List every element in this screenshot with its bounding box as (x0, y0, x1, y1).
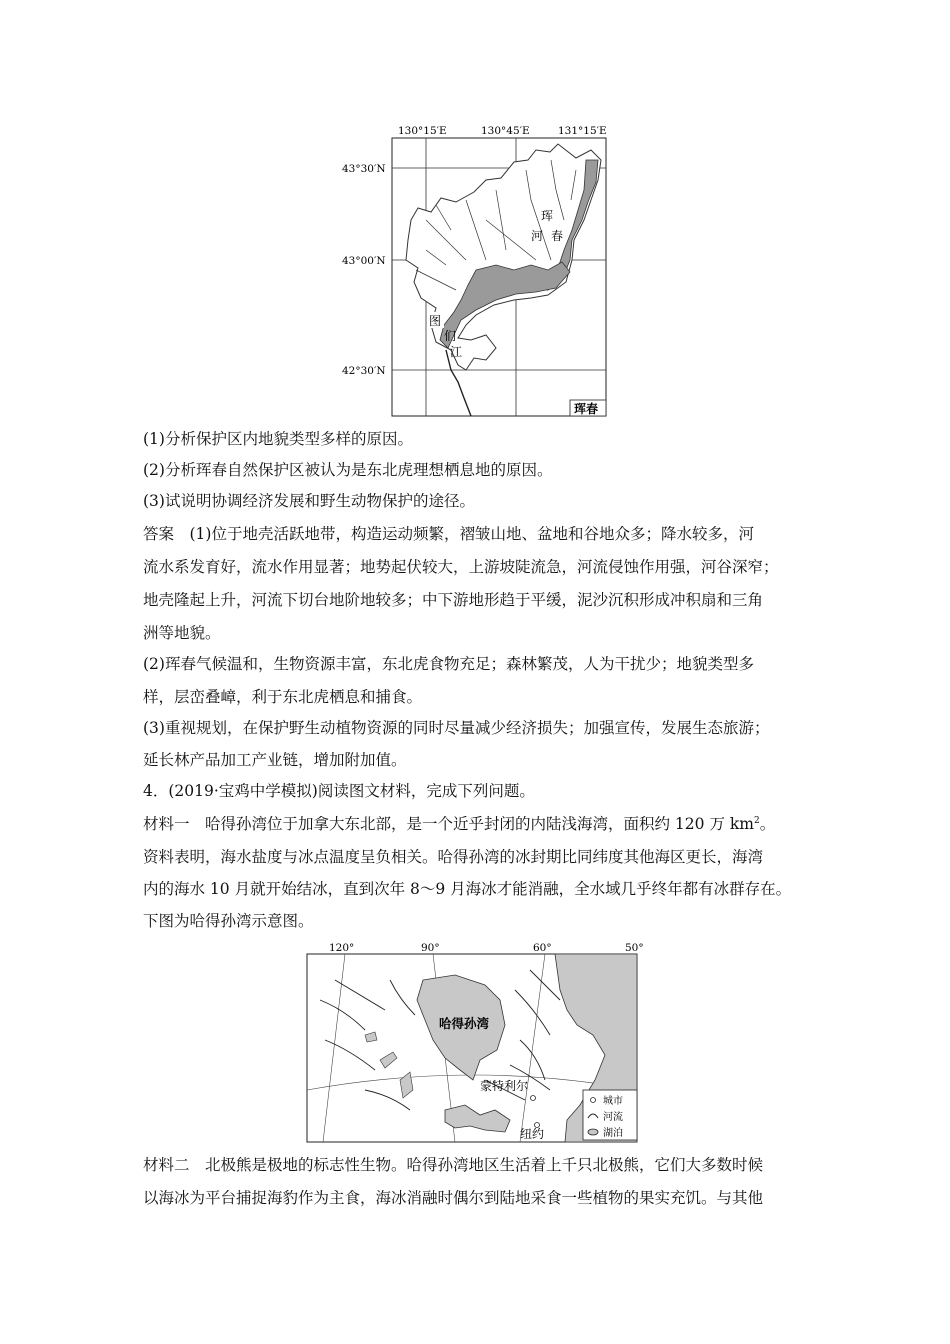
lon-label-3: 131°15′E (558, 125, 607, 137)
area-superscript: 2 (753, 815, 760, 826)
material1-line: 内的海水 10 月就开始结冰，直到次年 8～9 月海冰才能消融，全水域几乎终年都有冰群存在。 (143, 880, 792, 898)
legend-city-label: 城市 (603, 1096, 623, 1107)
lon-label-1: 130°15′E (398, 125, 447, 137)
lat-label-3: 42°30′N (342, 365, 386, 377)
hunchun-river-char-2: 春 (551, 229, 564, 243)
lon-label-60: 60° (533, 942, 552, 954)
answer-line: 洲等地貌。 (143, 624, 221, 642)
montreal-label: 蒙特利尔 (480, 1079, 529, 1093)
material1-line: 资料表明，海水盐度与冰点温度呈负相关。哈得孙湾的冰封期比同纬度其他海区更长，海湾 (143, 848, 764, 866)
material1-text: 材料一 哈得孙湾位于加拿大东北部，是一个近乎封闭的内陆浅海湾，面积约 120 万 km (143, 815, 754, 833)
lon-label-50: 50° (625, 942, 644, 954)
bay-label: 哈得孙湾 (439, 1016, 490, 1031)
lon-label-120: 120° (329, 942, 355, 954)
legend-lake-label: 湖泊 (603, 1128, 623, 1139)
hunchun-map (336, 120, 616, 420)
lon-label-2: 130°45′E (481, 125, 530, 137)
corner-label: 珲春 (574, 402, 599, 416)
tumen-river-char-1: 图 (429, 314, 442, 328)
material2-line: 以海冰为平台捕捉海豹作为主食，海冰消融时偶尔到陆地采食一些植物的果实充饥。与其他 (143, 1189, 764, 1207)
answer-line: (2)珲春气候温和，生物资源丰富，东北虎食物充足；森林繁茂，人为干扰少；地貌类型多 (143, 655, 754, 673)
montreal-city-marker (531, 1096, 536, 1101)
material1-tail: 。 (759, 815, 776, 833)
q4-heading: 4．(2019·宝鸡中学模拟)阅读图文材料，完成下列问题。 (143, 782, 535, 800)
question-1: (1)分析保护区内地貌类型多样的原因。 (143, 430, 413, 448)
question-2: (2)分析珲春自然保护区被认为是东北虎理想栖息地的原因。 (143, 461, 553, 479)
answer-line: 延长林产品加工产业链，增加附加值。 (143, 751, 407, 769)
legend-lake-icon (588, 1129, 598, 1135)
material1-line-1 (143, 813, 823, 835)
lat-label-2: 43°00′N (342, 255, 386, 267)
legend-river-label: 河流 (603, 1112, 623, 1123)
hunchun-river-char-3: 河 (531, 229, 544, 243)
answer-line: (3)重视规划，在保护野生动植物资源的同时尽量减少经济损失；加强宣传，发展生态旅游； (143, 719, 770, 737)
answer-line: 流水系发育好，流水作用显著；地势起伏较大，上游坡陡流急，河流侵蚀作用强，河谷深窄； (143, 558, 779, 576)
answer-line: 样，层峦叠嶂，利于东北虎栖息和捕食。 (143, 688, 423, 706)
answer-line: 答案 (1)位于地壳活跃地带，构造运动频繁，褶皱山地、盆地和谷地众多；降水较多，河 (143, 525, 754, 543)
legend-city-icon (591, 1098, 596, 1103)
hudson-bay-map (305, 940, 644, 1145)
material2-line: 材料二 北极熊是极地的标志性生物。哈得孙湾地区生活着上千只北极熊，它们大多数时候 (143, 1156, 764, 1174)
question-3: (3)试说明协调经济发展和野生动物保护的途径。 (143, 492, 475, 510)
newyork-label: 纽约 (520, 1127, 545, 1141)
lon-label-90: 90° (421, 942, 440, 954)
tumen-river-char-3: 江 (450, 345, 463, 359)
tumen-river-char-2: 们 (444, 329, 457, 343)
material1-line: 下图为哈得孙湾示意图。 (143, 912, 314, 930)
lat-label-1: 43°30′N (342, 163, 386, 175)
hunchun-river-char-1: 珲 (541, 209, 554, 223)
answer-line: 地壳隆起上升，河流下切台地阶地较多；中下游地形趋于平缓，泥沙沉积形成冲积扇和三角 (143, 591, 764, 609)
